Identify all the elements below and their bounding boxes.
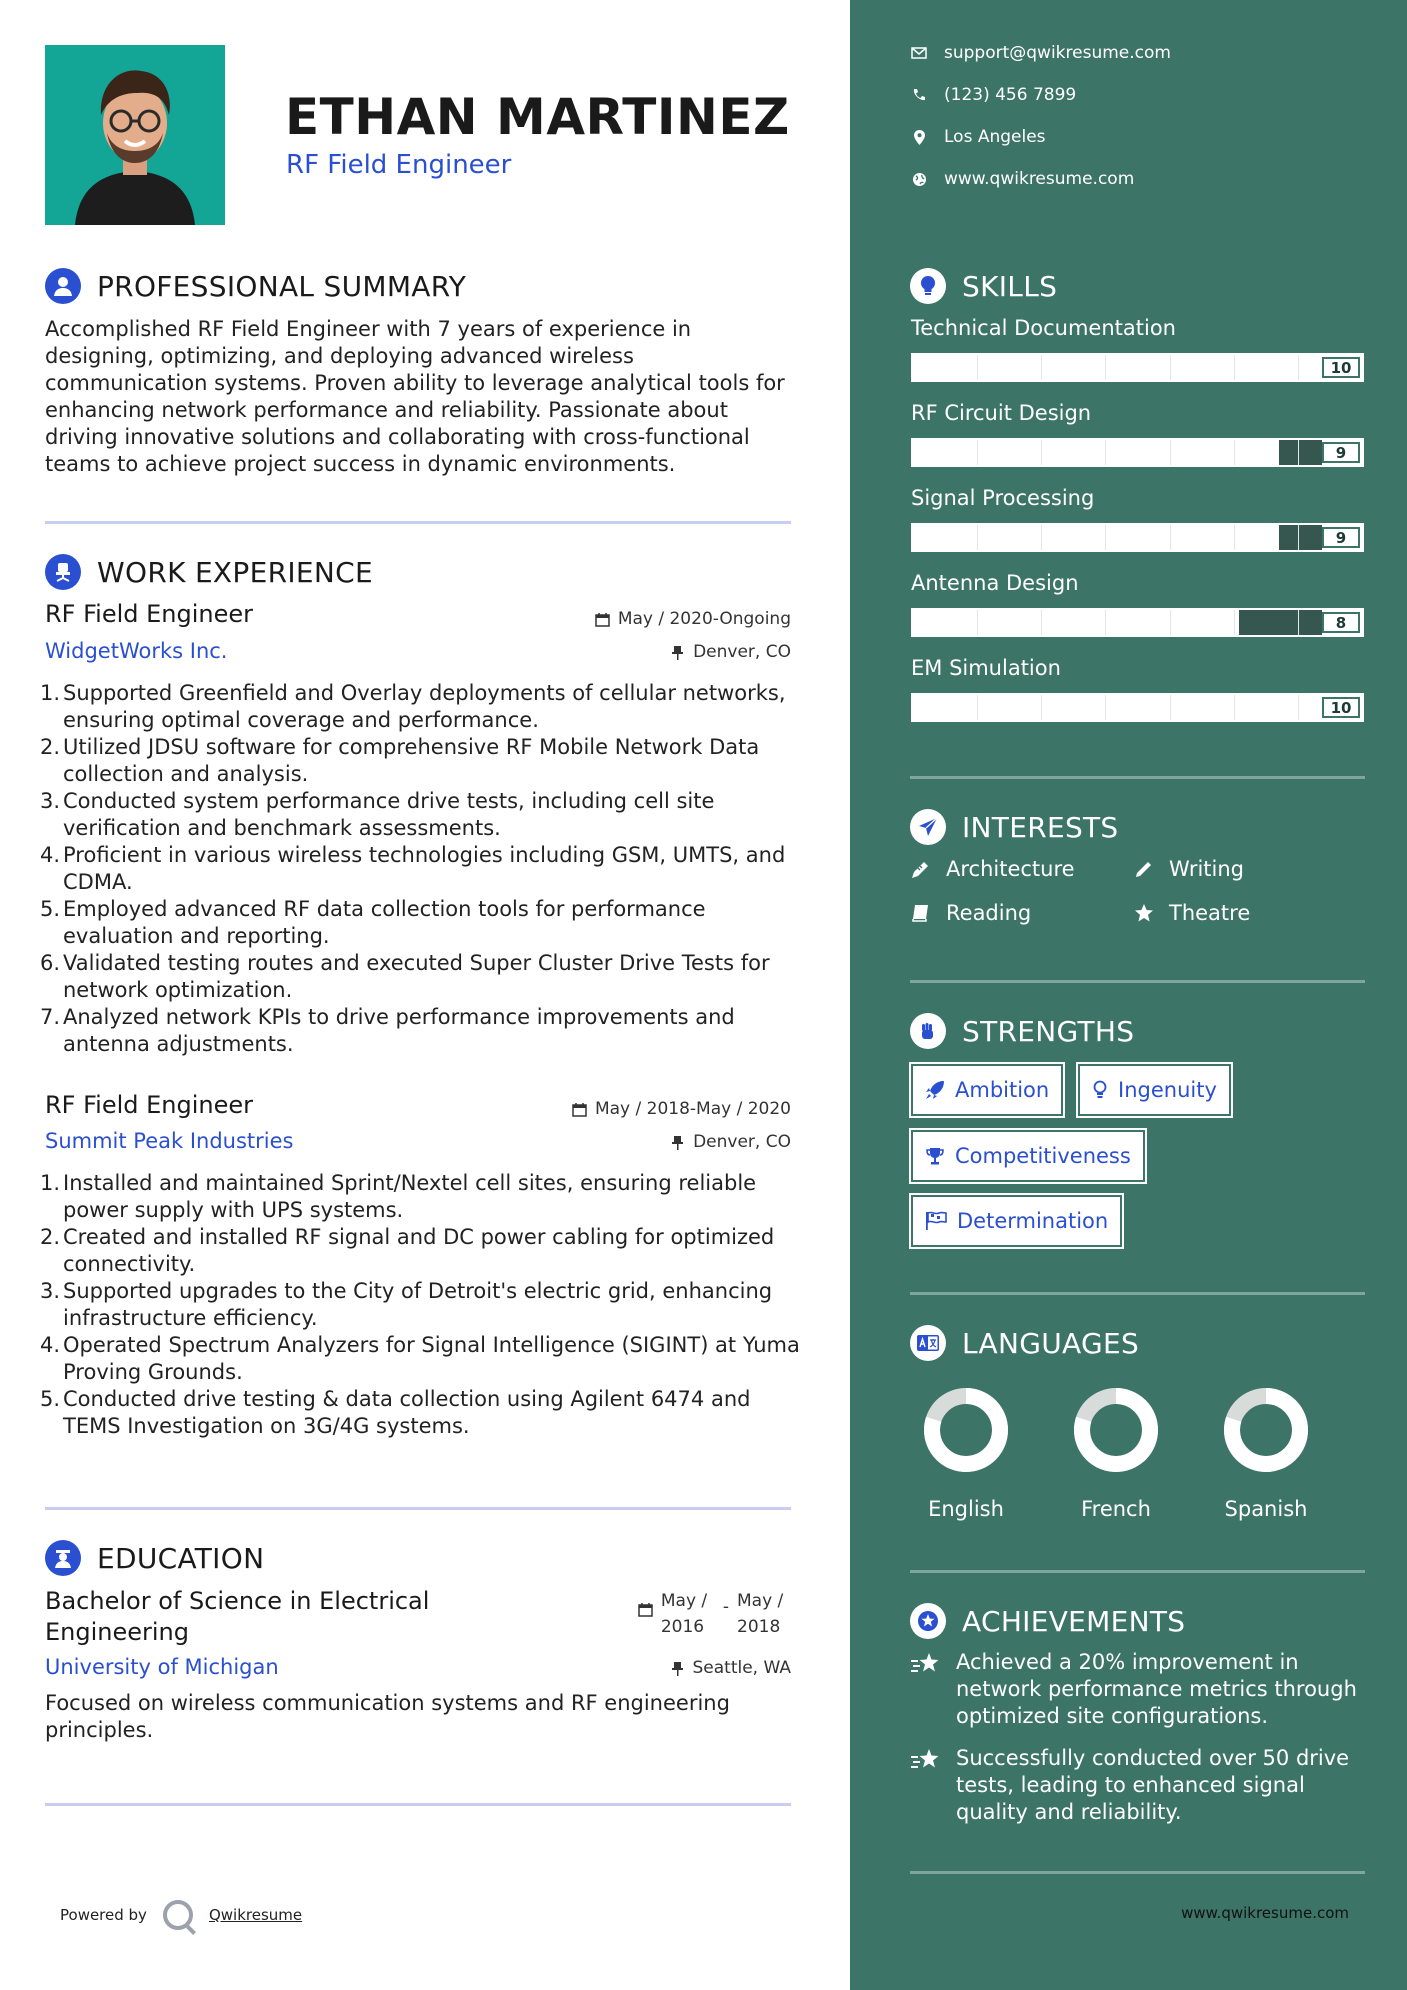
job-location <box>670 1132 791 1152</box>
achievement-text: Achieved a 20% improvement in network performance metrics through optimized site configurations. <box>956 1650 1357 1728</box>
languages-title: LANGUAGES <box>962 1326 1140 1360</box>
strength-label: Ambition <box>955 1078 1050 1102</box>
skill-segment <box>1105 525 1106 550</box>
skill-bar <box>911 693 1364 722</box>
skill-name: EM Simulation <box>911 656 1061 680</box>
list-item: 2. Created and installed RF signal and DC power cabling for optimized connectivity. <box>40 1225 775 1276</box>
education-end-date: May / 2018 <box>737 1591 784 1637</box>
user-circle-icon <box>45 268 81 304</box>
skill-segment <box>977 695 978 720</box>
job-location <box>670 642 791 662</box>
skill-segment <box>1234 525 1235 550</box>
qwikresume-logo-icon <box>163 1900 193 1930</box>
list-item: 2. Utilized JDSU software for comprehensive RF Mobile Network Data collection and analysis. <box>40 735 760 786</box>
job-date-text: May / 2018-May / 2020 <box>594 1099 791 1119</box>
skill-score: 9 <box>1322 442 1360 463</box>
divider <box>910 1292 1365 1295</box>
calendar-icon <box>638 1602 653 1617</box>
divider <box>910 776 1365 779</box>
divider <box>910 980 1365 983</box>
education-location <box>670 1658 792 1678</box>
graduate-icon <box>45 1540 81 1576</box>
education-date <box>638 1588 791 1640</box>
footer-website[interactable]: www.qwikresume.com <box>1181 1904 1349 1922</box>
skills-heading <box>910 268 1057 304</box>
shooting-star-icon <box>910 1745 946 1826</box>
skill-remaining <box>1239 610 1322 635</box>
languages-heading <box>910 1325 1139 1361</box>
skill-name: RF Circuit Design <box>911 401 1092 425</box>
language-name: Spanish <box>1224 1497 1308 1521</box>
strengths-heading <box>910 1013 1134 1049</box>
job-title: RF Field Engineer <box>45 1091 254 1119</box>
contact-website[interactable] <box>910 169 1134 189</box>
achievements-title: ACHIEVEMENTS <box>962 1604 1186 1638</box>
skill-score: 10 <box>1322 697 1360 718</box>
phone-icon <box>910 88 928 102</box>
interest-item <box>910 901 1031 925</box>
skill-remaining <box>1279 440 1322 465</box>
translate-icon <box>910 1325 946 1361</box>
list-item: 4. Proficient in various wireless technologies including GSM, UMTS, and CDMA. <box>40 843 786 894</box>
divider <box>910 1570 1365 1573</box>
book-icon <box>910 903 932 923</box>
star-badge-icon <box>910 1603 946 1639</box>
skill-score: 10 <box>1322 357 1360 378</box>
job-date-text: May / 2020-Ongoing <box>617 609 791 629</box>
lightbulb-icon <box>1092 1080 1108 1100</box>
skill-bar <box>911 438 1364 467</box>
skill-segment <box>977 610 978 635</box>
pencil-icon <box>1133 859 1155 879</box>
skill-segment <box>1234 610 1235 635</box>
language-item <box>1061 1385 1171 1521</box>
calendar-icon <box>572 1102 587 1117</box>
interest-label: Theatre <box>1169 901 1251 925</box>
skill-segment <box>1105 695 1106 720</box>
skill-segment <box>1041 355 1042 380</box>
list-item: 7. Analyzed network KPIs to drive performance improvements and antenna adjustments. <box>40 1005 735 1056</box>
company-name: WidgetWorks Inc. <box>45 639 228 663</box>
rocket-icon <box>925 1080 945 1100</box>
flag-icon <box>925 1211 947 1231</box>
skill-name: Antenna Design <box>911 571 1079 595</box>
interest-item <box>910 857 1075 881</box>
education-title: EDUCATION <box>97 1541 265 1575</box>
summary-heading <box>45 268 466 304</box>
language-name: French <box>1081 1497 1151 1521</box>
job-bullets <box>40 680 800 1058</box>
skill-segment <box>1298 525 1299 550</box>
skill-remaining <box>1279 525 1322 550</box>
list-item: 1. Supported Greenfield and Overlay deployments of cellular networks, ensuring optimal coverage and performance. <box>40 681 786 732</box>
skill-segment <box>1170 695 1171 720</box>
job-date <box>595 609 791 629</box>
pin-icon <box>670 645 685 660</box>
skill-bar <box>911 353 1364 382</box>
skill-segment <box>1170 525 1171 550</box>
skill-segment <box>1234 355 1235 380</box>
paper-plane-icon <box>910 809 946 845</box>
achievement-item <box>910 1649 1365 1730</box>
interest-label: Architecture <box>946 857 1075 881</box>
language-level-ring <box>921 1385 1011 1475</box>
strength-label: Ingenuity <box>1118 1078 1217 1102</box>
contact-phone[interactable] <box>910 85 1076 105</box>
trophy-icon <box>925 1146 945 1166</box>
list-item: 5. Employed advanced RF data collection tools for performance evaluation and reporting. <box>40 897 706 948</box>
job-date <box>572 1099 791 1119</box>
fist-icon <box>910 1013 946 1049</box>
skill-segment <box>1298 695 1299 720</box>
divider <box>910 1871 1365 1874</box>
candidate-name: ETHAN MARTINEZ <box>285 88 790 146</box>
qwikresume-link[interactable]: Qwikresume <box>208 1906 303 1924</box>
language-item <box>911 1385 1021 1521</box>
skills-title: SKILLS <box>962 269 1058 303</box>
date-separator: - <box>722 1597 729 1617</box>
person-avatar-icon <box>45 45 225 225</box>
achievement-text: Successfully conducted over 50 drive tests, leading to enhanced signal quality and reliability. <box>956 1746 1350 1824</box>
language-item <box>1211 1385 1321 1521</box>
achievement-item <box>910 1745 1365 1826</box>
job-location-text: Denver, CO <box>693 1132 791 1152</box>
strength-chip <box>911 1130 1145 1182</box>
language-level-ring <box>1071 1385 1161 1475</box>
strengths-title: STRENGTHS <box>962 1014 1135 1048</box>
education-location-text: Seattle, WA <box>692 1658 791 1678</box>
strength-chip <box>911 1064 1063 1116</box>
envelope-icon <box>910 47 928 59</box>
skill-segment <box>1170 440 1171 465</box>
strength-label: Competitiveness <box>955 1144 1131 1168</box>
summary-title: PROFESSIONAL SUMMARY <box>97 269 467 303</box>
education-start-date: May / 2016 <box>660 1591 708 1637</box>
skill-segment <box>977 525 978 550</box>
skill-segment <box>1170 610 1171 635</box>
list-item: 3. Supported upgrades to the City of Detroit's electric grid, enhancing infrastructure efficiency. <box>40 1279 773 1330</box>
skill-score: 9 <box>1322 527 1360 548</box>
contact-email[interactable] <box>910 43 1171 63</box>
work-title: WORK EXPERIENCE <box>97 555 373 589</box>
skill-segment <box>1234 440 1235 465</box>
skill-segment <box>1105 355 1106 380</box>
education-heading <box>45 1540 264 1576</box>
skill-segment <box>1234 695 1235 720</box>
strength-chip <box>911 1195 1122 1247</box>
phone-text: (123) 456 7899 <box>944 85 1077 105</box>
interest-item <box>1133 901 1250 925</box>
sidebar <box>850 0 1407 1990</box>
job-location-text: Denver, CO <box>693 642 791 662</box>
skill-bar <box>911 523 1364 552</box>
skill-name: Signal Processing <box>911 486 1095 510</box>
powered-by <box>60 1900 302 1930</box>
email-text: support@qwikresume.com <box>944 43 1171 63</box>
skill-segment <box>1105 610 1106 635</box>
work-heading <box>45 554 373 590</box>
interest-item <box>1133 857 1244 881</box>
pin-icon <box>670 1661 685 1676</box>
school-name: University of Michigan <box>45 1655 279 1679</box>
education-description: Focused on wireless communication systems and RF engineering principles. <box>45 1691 730 1742</box>
list-item: 1. Installed and maintained Sprint/Nextel cell sites, ensuring reliable power supply with UPS systems. <box>40 1171 757 1222</box>
office-chair-icon <box>45 554 81 590</box>
list-item: 4. Operated Spectrum Analyzers for Signal Intelligence (SIGINT) at Yuma Proving Grounds. <box>40 1333 800 1384</box>
list-item: 6. Validated testing routes and executed Super Cluster Drive Tests for network optimization. <box>40 951 770 1002</box>
skill-segment <box>1298 440 1299 465</box>
pin-icon <box>670 1135 685 1150</box>
achievements-heading <box>910 1603 1185 1639</box>
ruler-pencil-icon <box>910 859 932 879</box>
shooting-star-icon <box>910 1649 946 1730</box>
skill-bar <box>911 608 1364 637</box>
list-item: 3. Conducted system performance drive tests, including cell site verification and benchmark assessments. <box>40 789 715 840</box>
job-title: RF Field Engineer <box>45 600 254 628</box>
divider <box>45 1507 791 1510</box>
language-level-ring <box>1221 1385 1311 1475</box>
skill-name: Technical Documentation <box>911 316 1176 340</box>
strength-chip <box>1078 1064 1231 1116</box>
skill-segment <box>1298 610 1299 635</box>
location-text: Los Angeles <box>944 127 1046 147</box>
interest-label: Writing <box>1169 857 1244 881</box>
interest-label: Reading <box>946 901 1032 925</box>
job-bullets <box>40 1170 800 1440</box>
list-item: 5. Conducted drive testing & data collection using Agilent 6474 and TEMS Investigation on 3G/4G systems. <box>40 1387 751 1438</box>
divider <box>45 521 791 524</box>
contact-location <box>910 127 1046 147</box>
skill-segment <box>977 355 978 380</box>
skill-score: 8 <box>1322 612 1360 633</box>
star-icon <box>1133 903 1155 923</box>
candidate-role: RF Field Engineer <box>286 150 512 180</box>
strength-label: Determination <box>957 1209 1109 1233</box>
skill-segment <box>1041 610 1042 635</box>
powered-by-label: Powered by <box>60 1906 147 1924</box>
interests-heading <box>910 809 1119 845</box>
calendar-icon <box>595 612 610 627</box>
language-name: English <box>928 1497 1004 1521</box>
skill-segment <box>1041 525 1042 550</box>
divider <box>45 1803 791 1806</box>
skill-segment <box>1298 355 1299 380</box>
summary-text: Accomplished RF Field Engineer with 7 years of experience in designing, optimizing, and deploying advanced wireless communication systems. Proven ability to leverage analytical tools for enhancing network performance and reliability. Passionate about driving innovative solutions and collaborating with cross-functional teams to achieve project success in dynamic environments. <box>45 317 785 476</box>
skill-segment <box>1105 440 1106 465</box>
degree-title: Bachelor of Science in Electrical Engineering <box>45 1587 430 1646</box>
company-name: Summit Peak Industries <box>45 1129 294 1153</box>
interests-title: INTERESTS <box>962 810 1119 844</box>
website-text: www.qwikresume.com <box>944 169 1135 189</box>
skill-segment <box>1041 440 1042 465</box>
lightbulb-icon <box>910 268 946 304</box>
skill-segment <box>1170 355 1171 380</box>
globe-icon <box>910 172 928 187</box>
skill-segment <box>1041 695 1042 720</box>
map-marker-icon <box>910 130 928 145</box>
skill-segment <box>977 440 978 465</box>
profile-photo <box>45 45 225 225</box>
